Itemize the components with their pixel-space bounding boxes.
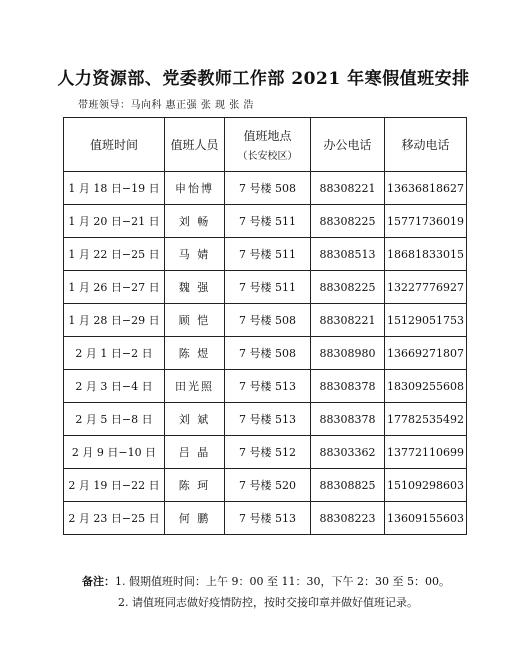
cell-mobile-phone: 13669271807 [385,337,467,370]
cell-duty-time: 1 月 22 日−25 日 [64,238,165,271]
cell-duty-location: 7 号楼 513 [225,403,311,436]
cell-office-phone: 88308825 [311,469,385,502]
cell-mobile-phone: 13227776927 [385,271,467,304]
cell-duty-location: 7 号楼 520 [225,469,311,502]
cell-duty-time: 1 月 26 日−27 日 [64,271,165,304]
cell-duty-person: 陈 煜 [165,337,225,370]
table-row [64,502,467,535]
table-row [64,205,467,238]
cell-duty-time: 2 月 3 日−4 日 [64,370,165,403]
cell-duty-location: 7 号楼 508 [225,304,311,337]
cell-duty-location: 7 号楼 511 [225,271,311,304]
table-row [64,172,467,205]
table-row [64,370,467,403]
cell-office-phone: 88308378 [311,403,385,436]
cell-office-phone: 88308513 [311,238,385,271]
cell-duty-time: 1 月 28 日−29 日 [64,304,165,337]
cell-duty-person: 刘 畅 [165,205,225,238]
table-row [64,436,467,469]
header-location-campus: （长安校区） [237,151,298,162]
cell-mobile-phone: 13772110699 [385,436,467,469]
cell-duty-person: 吕 晶 [165,436,225,469]
cell-office-phone: 88308980 [311,337,385,370]
cell-duty-person: 陈 珂 [165,469,225,502]
cell-duty-time: 2 月 23 日−25 日 [64,502,165,535]
cell-duty-time: 1 月 18 日−19 日 [64,172,165,205]
remarks-line-2: 2. 请值班同志做好疫情防控，按时交接印章并做好值班记录。 [118,596,418,609]
cell-office-phone: 88308225 [311,271,385,304]
remarks-line-1: 1. 假期值班时间：上午 9：00 至 11：30，下午 2：30 至 5：00。 [115,575,450,588]
cell-duty-person: 魏 强 [165,271,225,304]
cell-office-phone: 88308378 [311,370,385,403]
header-duty-time: 值班时间 [64,118,165,172]
cell-office-phone: 88308223 [311,502,385,535]
header-duty-location [225,118,311,172]
header-office-phone: 办公电话 [311,118,385,172]
cell-duty-location: 7 号楼 511 [225,205,311,238]
cell-duty-person: 马 婧 [165,238,225,271]
cell-duty-location: 7 号楼 511 [225,238,311,271]
header-location-main: 值班地点 [243,129,292,143]
cell-office-phone: 88308221 [311,304,385,337]
cell-duty-person: 顾 恺 [165,304,225,337]
cell-duty-location: 7 号楼 508 [225,172,311,205]
cell-duty-time: 2 月 1 日−2 日 [64,337,165,370]
table-row [64,271,467,304]
cell-mobile-phone: 13636818627 [385,172,467,205]
remarks-label: 备注： [82,575,115,588]
cell-office-phone: 88303362 [311,436,385,469]
document-title: 人力资源部、党委教师工作部 2021 年寒假值班安排 [57,69,470,89]
cell-mobile-phone: 18681833015 [385,238,467,271]
header-duty-person: 值班人员 [165,118,225,172]
cell-office-phone: 88308221 [311,172,385,205]
table-header-row [64,118,467,172]
cell-mobile-phone: 13609155603 [385,502,467,535]
cell-duty-time: 2 月 9 日−10 日 [64,436,165,469]
cell-mobile-phone: 17782535492 [385,403,467,436]
header-mobile-phone: 移动电话 [385,118,467,172]
cell-mobile-phone: 15109298603 [385,469,467,502]
cell-mobile-phone: 15129051753 [385,304,467,337]
cell-duty-location: 7 号楼 513 [225,502,311,535]
cell-duty-time: 2 月 5 日−8 日 [64,403,165,436]
remarks [82,571,450,613]
cell-office-phone: 88308225 [311,205,385,238]
cell-mobile-phone: 18309255608 [385,370,467,403]
cell-duty-person: 刘 斌 [165,403,225,436]
cell-duty-location: 7 号楼 513 [225,370,311,403]
duty-schedule-table [63,117,467,535]
cell-duty-person: 田光照 [165,370,225,403]
cell-duty-person: 申怡博 [165,172,225,205]
table-row [64,304,467,337]
table-row [64,337,467,370]
cell-duty-location: 7 号楼 512 [225,436,311,469]
cell-mobile-phone: 15771736019 [385,205,467,238]
table-row [64,469,467,502]
duty-leaders: 带班领导：马向科 惠正强 张 现 张 浩 [78,100,254,111]
cell-duty-location: 7 号楼 508 [225,337,311,370]
cell-duty-time: 1 月 20 日−21 日 [64,205,165,238]
cell-duty-time: 2 月 19 日−22 日 [64,469,165,502]
cell-duty-person: 何 鹏 [165,502,225,535]
table-row [64,403,467,436]
table-row [64,238,467,271]
